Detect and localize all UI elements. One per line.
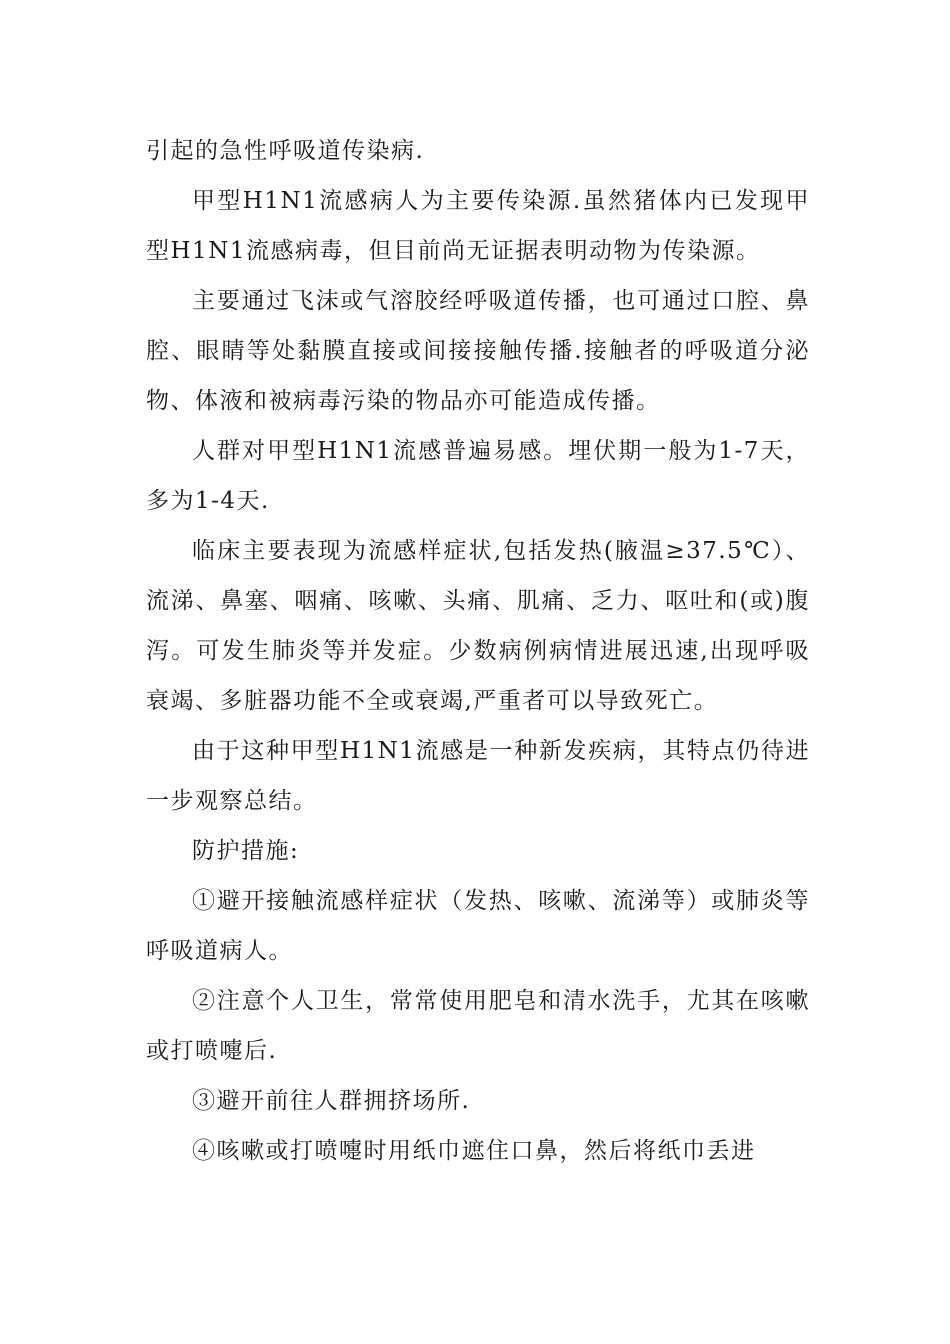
paragraph-measure-2: ②注意个人卫生，常常使用肥皂和清水洗手，尤其在咳嗽或打喷嚏后. bbox=[146, 988, 810, 1064]
document-body bbox=[146, 126, 810, 1176]
paragraph-measure-1: ①避开接触流感样症状（发热、咳嗽、流涕等）或肺炎等呼吸道病人。 bbox=[146, 888, 810, 964]
paragraph-measure-3: ③避开前往人群拥挤场所. bbox=[192, 1088, 471, 1114]
paragraph-transmission: 主要通过飞沫或气溶胶经呼吸道传播，也可通过口腔、鼻腔、眼睛等处黏膜直接或间接接触传播.接触者的呼吸道分泌物、体液和被病毒污染的物品亦可能造成传播。 bbox=[146, 288, 810, 414]
paragraph-measures-heading: 防护措施: bbox=[192, 838, 300, 864]
paragraph-susceptibility: 人群对甲型H1N1流感普遍易感。埋伏期一般为1-7天，多为1-4天. bbox=[146, 438, 810, 514]
paragraph-infection-source: 甲型H1N1流感病人为主要传染源.虽然猪体内已发现甲型H1N1流感病毒，但目前尚无证据表明动物为传染源。 bbox=[146, 188, 810, 264]
paragraph-continuation: 引起的急性呼吸道传染病. bbox=[146, 138, 425, 164]
paragraph-measure-4: ④咳嗽或打喷嚏时用纸巾遮住口鼻，然后将纸巾丢进 bbox=[192, 1138, 756, 1164]
paragraph-symptoms: 临床主要表现为流感样症状,包括发热(腋温≥37.5℃）、流涕、鼻塞、咽痛、咳嗽、头痛、肌痛、乏力、呕吐和(或)腹泻。可发生肺炎等并发症。少数病例病情进展迅速,出现呼吸衰竭、多脏器功能不全或衰竭,严重者可以导致死亡。 bbox=[146, 538, 810, 714]
paragraph-new-disease: 由于这种甲型H1N1流感是一种新发疾病，其特点仍待进一步观察总结。 bbox=[146, 738, 810, 814]
